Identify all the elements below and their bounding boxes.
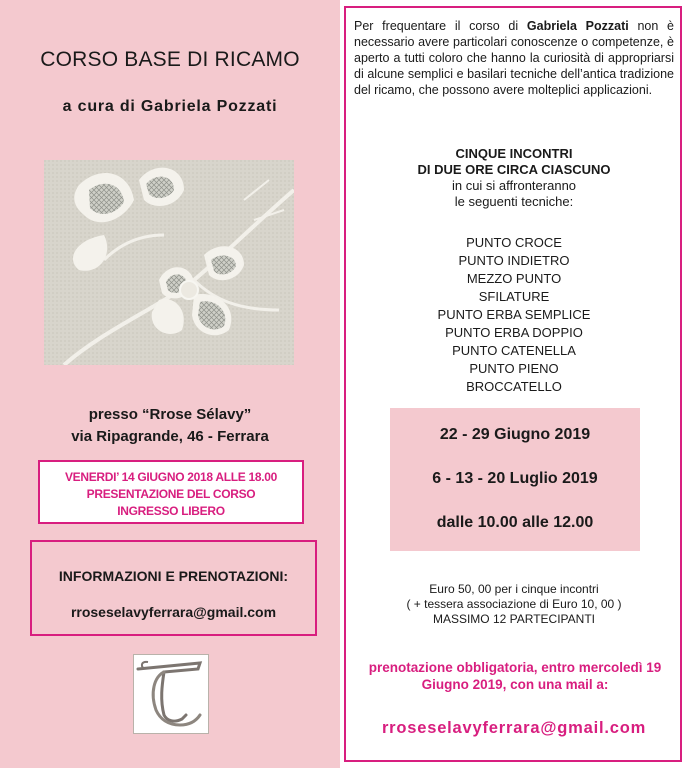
meetings-subtext xyxy=(340,178,688,210)
technique-item: SFILATURE xyxy=(478,289,550,304)
info-email: rroseselavyferrara@gmail.com xyxy=(70,604,277,620)
technique-item: PUNTO ERBA DOPPIO xyxy=(445,325,583,340)
presentation-box xyxy=(38,460,304,524)
meetings-count: CINQUE INCONTRI xyxy=(455,146,573,161)
time-range: dalle 10.00 alle 12.00 xyxy=(436,514,594,531)
dates-box xyxy=(390,408,640,551)
max-participants: MASSIMO 12 PARTECIPANTI xyxy=(432,612,596,626)
presentation-entry: INGRESSO LIBERO xyxy=(117,504,225,518)
pricing xyxy=(340,582,688,627)
meetings-duration: DI DUE ORE CIRCA CIASCUNO xyxy=(417,162,611,177)
technique-item: MEZZO PUNTO xyxy=(466,271,562,286)
presentation-title: PRESENTAZIONE DEL CORSO xyxy=(86,487,256,501)
presentation-date: VENERDI’ 14 GIUGNO 2018 ALLE 18.00 xyxy=(64,470,278,484)
technique-item: PUNTO PIENO xyxy=(469,361,559,376)
june-dates: 22 - 29 Giugno 2019 xyxy=(439,426,591,443)
course-intro xyxy=(354,18,674,98)
intro-text-start: Per frequentare il corso di xyxy=(354,19,527,33)
embroidery-photo xyxy=(44,160,294,365)
face-profile-logo xyxy=(133,654,209,734)
membership-line: ( + tessera associazione di Euro 10, 00 ) xyxy=(406,597,622,611)
info-heading: INFORMAZIONI E PRENOTAZIONI: xyxy=(58,568,289,584)
course-subtitle: a cura di Gabriela Pozzati xyxy=(62,98,278,115)
techniques-list xyxy=(340,234,688,396)
technique-item: PUNTO INDIETRO xyxy=(458,253,570,268)
meetings-heading xyxy=(340,146,688,178)
venue-address: via Ripagrande, 46 - Ferrara xyxy=(71,428,269,445)
intro-teacher-name: Gabriela Pozzati xyxy=(526,19,629,33)
july-dates: 6 - 13 - 20 Luglio 2019 xyxy=(432,470,598,487)
technique-item: PUNTO CROCE xyxy=(466,235,562,250)
meetings-sub-line2: le seguenti tecniche: xyxy=(454,194,574,209)
technique-item: PUNTO ERBA SEMPLICE xyxy=(437,307,591,322)
info-box xyxy=(30,540,317,636)
technique-item: PUNTO CATENELLA xyxy=(452,343,576,358)
meetings-sub-line1: in cui si affronteranno xyxy=(451,178,577,193)
price-line: Euro 50, 00 per i cinque incontri xyxy=(429,582,599,596)
booking-email: rroseselavyferrara@gmail.com xyxy=(381,719,647,737)
course-title: CORSO BASE DI RICAMO xyxy=(40,48,300,71)
technique-item: BROCCATELLO xyxy=(466,379,562,394)
booking-notice: prenotazione obbligatoria, entro mercoledì 19 Giugno 2019, con una mail a: xyxy=(368,660,662,692)
venue-name: presso “Rrose Sélavy” xyxy=(88,406,252,423)
intro-text-end: non è necessario avere particolari conoscenze o competenze, è aperto a tutti coloro che hanno la curiosità di appropriarsi di alcune semplici e basilari tecniche dell’antica tradizione del ricamo, che possono avere molteplici applicazioni. xyxy=(354,19,674,97)
